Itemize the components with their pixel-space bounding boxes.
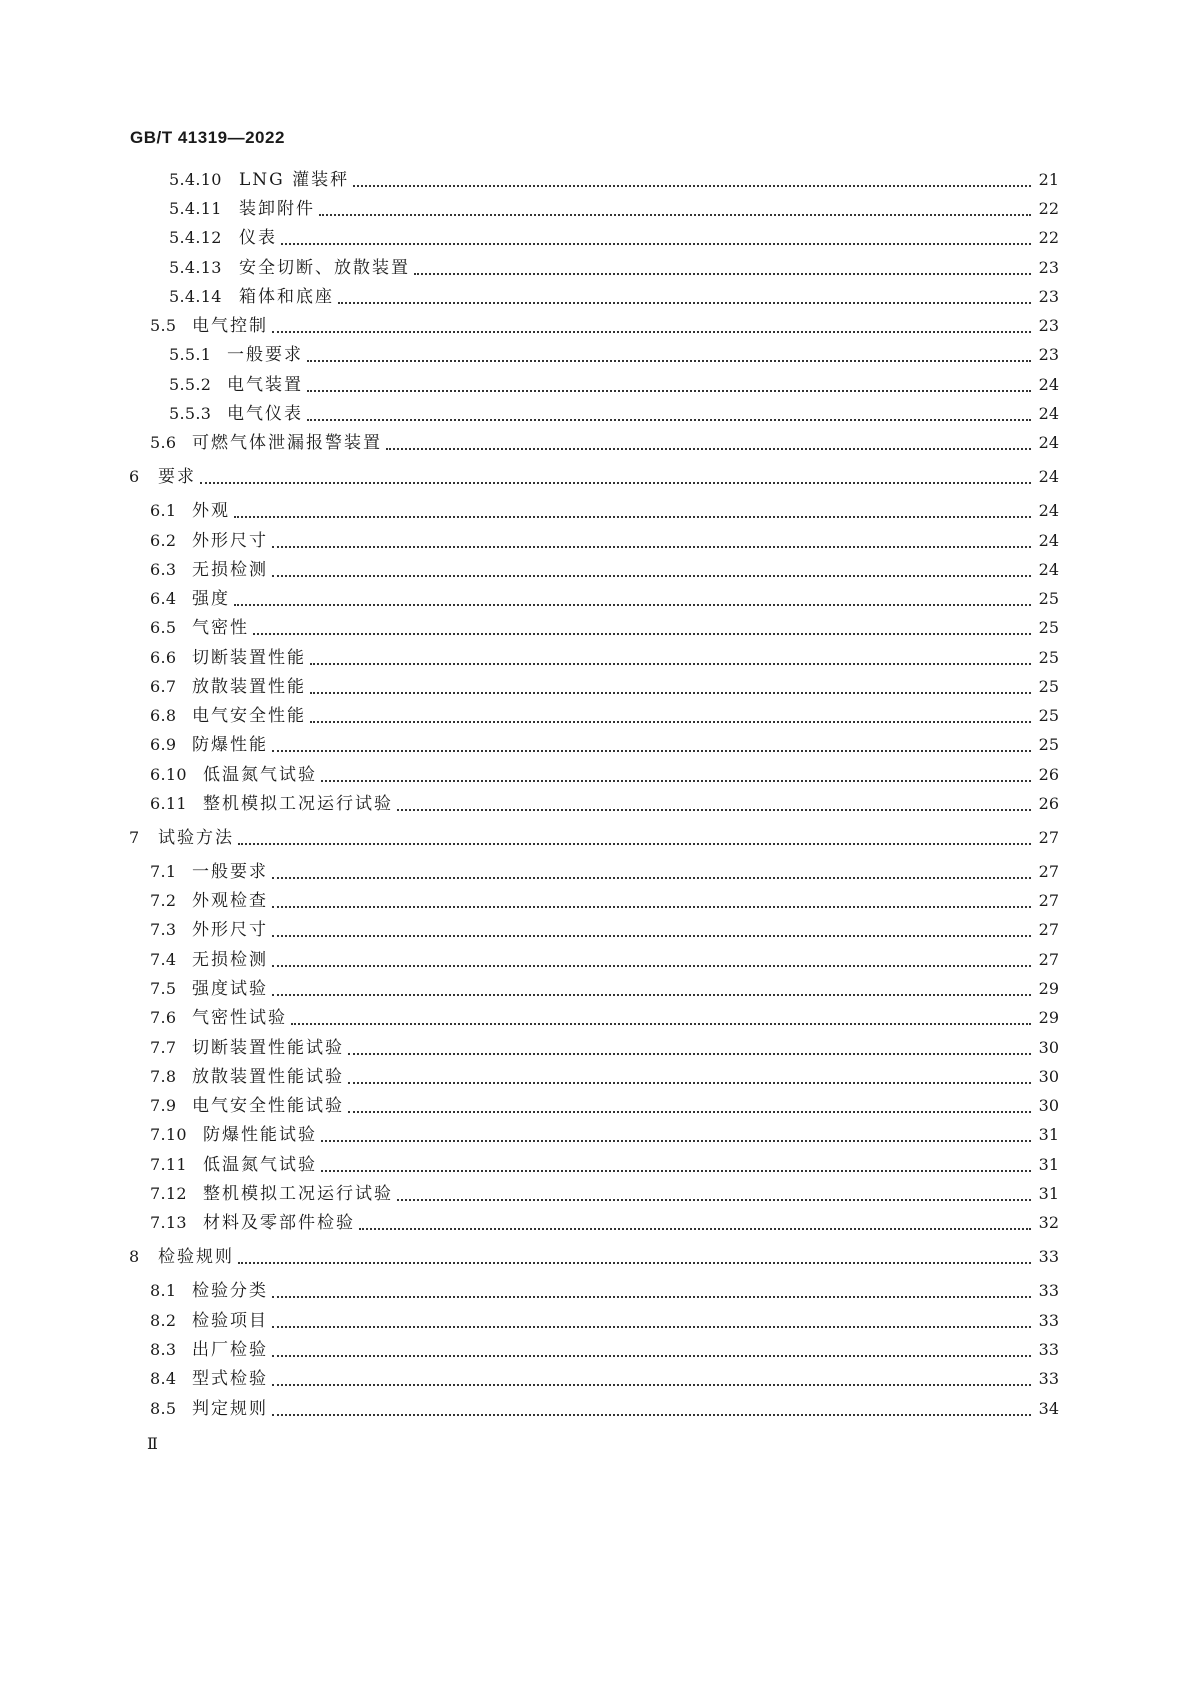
toc-entry-page: 34 — [1038, 1399, 1059, 1418]
toc-entry[interactable] — [150, 763, 1059, 787]
toc-entry-page: 31 — [1038, 1125, 1059, 1144]
toc-dot-leader — [291, 1023, 1031, 1025]
toc-entry-number: 5.4.12 — [169, 228, 222, 247]
toc-entry-number: 8.2 — [150, 1311, 177, 1330]
toc-entry-title: 出厂检验 — [192, 1340, 268, 1360]
toc-dot-leader — [353, 185, 1031, 187]
toc-entry-number: 7.1 — [150, 862, 177, 881]
toc-entry-title: 电气安全性能 — [192, 706, 306, 726]
toc-dot-leader — [321, 780, 1031, 782]
toc-dot-leader — [272, 575, 1031, 577]
toc-entry-page: 24 — [1038, 531, 1059, 550]
toc-entry-page: 24 — [1038, 375, 1059, 394]
toc-entry[interactable] — [169, 197, 1059, 221]
toc-entry-page: 30 — [1038, 1038, 1059, 1057]
toc-entry-number: 5.5.2 — [169, 375, 212, 394]
toc-entry-number: 7.13 — [150, 1213, 187, 1232]
toc-entry-number: 7 — [129, 828, 140, 847]
toc-entry-title: 安全切断、放散装置 — [239, 258, 410, 278]
toc-entry-title: 试验方法 — [158, 828, 234, 848]
toc-entry-number: 7.3 — [150, 920, 177, 939]
toc-entry-title: 低温氮气试验 — [203, 765, 317, 785]
toc-entry-title: 放散装置性能试验 — [192, 1067, 344, 1087]
toc-entry[interactable] — [150, 314, 1059, 338]
toc-entry-title: 装卸附件 — [239, 199, 315, 219]
toc-entry[interactable] — [169, 285, 1059, 309]
toc-entry-number: 7.11 — [150, 1155, 187, 1174]
toc-entry[interactable] — [150, 1309, 1059, 1333]
toc-entry[interactable] — [150, 860, 1059, 884]
toc-entry-title: 检验项目 — [192, 1311, 268, 1331]
toc-dot-leader — [281, 243, 1031, 245]
toc-dot-leader — [272, 331, 1031, 333]
toc-entry-title: 切断装置性能 — [192, 648, 306, 668]
toc-entry[interactable] — [150, 1182, 1059, 1206]
toc-dot-leader — [397, 809, 1031, 811]
toc-entry[interactable] — [150, 1367, 1059, 1391]
toc-dot-leader — [321, 1140, 1031, 1142]
toc-entry[interactable] — [150, 1153, 1059, 1177]
toc-entry-page: 25 — [1038, 648, 1059, 667]
toc-entry-page: 26 — [1038, 765, 1059, 784]
toc-entry-number: 5.4.10 — [169, 170, 222, 189]
toc-dot-leader — [359, 1228, 1031, 1230]
toc-entry-page: 23 — [1038, 345, 1059, 364]
toc-entry-number: 7.9 — [150, 1096, 177, 1115]
toc-entry-number: 6.7 — [150, 677, 177, 696]
toc-entry-page: 24 — [1038, 404, 1059, 423]
toc-entry-title: 整机模拟工况运行试验 — [203, 794, 393, 814]
toc-entry-page: 33 — [1038, 1340, 1059, 1359]
toc-entry-title: 外形尺寸 — [192, 920, 268, 940]
toc-entry-number: 7.5 — [150, 979, 177, 998]
toc-entry-page: 25 — [1038, 589, 1059, 608]
toc-dot-leader — [319, 214, 1031, 216]
toc-dot-leader — [272, 877, 1031, 879]
toc-dot-leader — [397, 1199, 1031, 1201]
toc-entry-page: 31 — [1038, 1155, 1059, 1174]
toc-dot-leader — [238, 843, 1031, 845]
toc-dot-leader — [348, 1111, 1031, 1113]
toc-entry-number: 8.1 — [150, 1281, 177, 1300]
toc-entry-page: 26 — [1038, 794, 1059, 813]
toc-entry[interactable] — [150, 499, 1059, 523]
toc-entry-page: 27 — [1038, 950, 1059, 969]
toc-entry-page: 22 — [1038, 199, 1059, 218]
toc-entry[interactable] — [150, 1006, 1059, 1030]
toc-entry-title: 电气仪表 — [227, 404, 303, 424]
toc-dot-leader — [272, 935, 1031, 937]
toc-entry-number: 6.1 — [150, 501, 177, 520]
toc-dot-leader — [272, 1355, 1031, 1357]
toc-entry-page: 23 — [1038, 258, 1059, 277]
toc-entry-page: 33 — [1038, 1247, 1059, 1266]
toc-dot-leader — [234, 604, 1031, 606]
toc-entry[interactable] — [150, 616, 1059, 640]
toc-entry[interactable] — [150, 948, 1059, 972]
toc-entry-page: 30 — [1038, 1096, 1059, 1115]
toc-entry-number: 7.7 — [150, 1038, 177, 1057]
toc-entry-title: 一般要求 — [192, 862, 268, 882]
toc-dot-leader — [238, 1262, 1031, 1264]
toc-dot-leader — [386, 448, 1031, 450]
toc-entry-page: 25 — [1038, 706, 1059, 725]
toc-entry-page: 27 — [1038, 920, 1059, 939]
toc-entry-page: 24 — [1038, 560, 1059, 579]
toc-entry-title: 一般要求 — [227, 345, 303, 365]
toc-entry-title: 无损检测 — [192, 560, 268, 580]
toc-entry-number: 7.6 — [150, 1008, 177, 1027]
toc-entry-title: 型式检验 — [192, 1369, 268, 1389]
toc-entry-title: 电气控制 — [192, 316, 268, 336]
toc-entry-title: 外形尺寸 — [192, 531, 268, 551]
toc-entry-page: 30 — [1038, 1067, 1059, 1086]
toc-dot-leader — [307, 419, 1031, 421]
toc-entry[interactable] — [150, 1397, 1059, 1421]
toc-entry-number: 5.5 — [150, 316, 177, 335]
toc-entry[interactable] — [150, 977, 1059, 1001]
toc-entry-title: 无损检测 — [192, 950, 268, 970]
toc-dot-leader — [272, 1296, 1031, 1298]
toc-entry-page: 22 — [1038, 228, 1059, 247]
toc-entry-title: 切断装置性能试验 — [192, 1038, 344, 1058]
toc-entry[interactable] — [129, 465, 1059, 489]
toc-entry-page: 33 — [1038, 1369, 1059, 1388]
toc-entry-number: 6.4 — [150, 589, 177, 608]
toc-entry[interactable] — [150, 646, 1059, 670]
toc-entry[interactable] — [150, 1211, 1059, 1235]
toc-entry-title: 强度试验 — [192, 979, 268, 999]
toc-entry-number: 6.8 — [150, 706, 177, 725]
toc-entry-title: 外观 — [192, 501, 230, 521]
toc-entry-number: 8.3 — [150, 1340, 177, 1359]
toc-entry[interactable] — [150, 1094, 1059, 1118]
toc-entry-title: 仪表 — [239, 228, 277, 248]
toc-entry-number: 6.2 — [150, 531, 177, 550]
toc-entry[interactable] — [169, 226, 1059, 250]
toc-entry-title: 可燃气体泄漏报警装置 — [192, 433, 382, 453]
toc-entry[interactable] — [169, 168, 1059, 192]
toc-entry-page: 33 — [1038, 1281, 1059, 1300]
toc-entry-number: 6.5 — [150, 618, 177, 637]
toc-entry-title: 强度 — [192, 589, 230, 609]
toc-entry-number: 8.4 — [150, 1369, 177, 1388]
toc-entry-number: 6.9 — [150, 735, 177, 754]
toc-entry[interactable] — [150, 1338, 1059, 1362]
toc-entry-number: 7.4 — [150, 950, 177, 969]
toc-entry-title: 整机模拟工况运行试验 — [203, 1184, 393, 1204]
toc-entry-page: 29 — [1038, 979, 1059, 998]
toc-dot-leader — [272, 1414, 1031, 1416]
toc-entry-title: 箱体和底座 — [239, 287, 334, 307]
toc-dot-leader — [338, 302, 1031, 304]
toc-entry-number: 7.10 — [150, 1125, 187, 1144]
toc-entry-title: 外观检查 — [192, 891, 268, 911]
toc-entry-number: 7.8 — [150, 1067, 177, 1086]
toc-entry-title: 电气装置 — [227, 375, 303, 395]
toc-entry-page: 27 — [1038, 891, 1059, 910]
toc-entry-page: 23 — [1038, 316, 1059, 335]
toc-entry-number: 6 — [129, 467, 140, 486]
toc-entry-page: 24 — [1038, 501, 1059, 520]
toc-entry[interactable] — [150, 587, 1059, 611]
toc-entry[interactable] — [169, 256, 1059, 280]
toc-entry[interactable] — [150, 733, 1059, 757]
toc-entry-title: 要求 — [158, 467, 196, 487]
toc-entry[interactable] — [150, 431, 1059, 455]
toc-entry[interactable] — [150, 918, 1059, 942]
toc-dot-leader — [348, 1082, 1031, 1084]
toc-entry-page: 23 — [1038, 287, 1059, 306]
toc-entry-title: 电气安全性能试验 — [192, 1096, 344, 1116]
toc-entry-page: 24 — [1038, 433, 1059, 452]
toc-entry-number: 7.2 — [150, 891, 177, 910]
toc-entry-number: 5.6 — [150, 433, 177, 452]
toc-dot-leader — [414, 273, 1031, 275]
toc-entry-page: 29 — [1038, 1008, 1059, 1027]
toc-entry-number: 6.11 — [150, 794, 187, 813]
toc-entry-title: 材料及零部件检验 — [203, 1213, 355, 1233]
toc-entry[interactable] — [150, 792, 1059, 816]
toc-dot-leader — [272, 750, 1031, 752]
toc-entry[interactable] — [169, 343, 1059, 367]
toc-dot-leader — [272, 965, 1031, 967]
toc-entry[interactable] — [150, 1279, 1059, 1303]
toc-dot-leader — [310, 692, 1031, 694]
toc-dot-leader — [307, 390, 1031, 392]
toc-entry-number: 8 — [129, 1247, 140, 1266]
toc-entry-page: 25 — [1038, 677, 1059, 696]
toc-entry-number: 5.5.1 — [169, 345, 212, 364]
toc-entry-number: 5.4.14 — [169, 287, 222, 306]
toc-entry-title: 低温氮气试验 — [203, 1155, 317, 1175]
toc-entry-number: 8.5 — [150, 1399, 177, 1418]
toc-entry[interactable] — [150, 529, 1059, 553]
toc-dot-leader — [310, 721, 1031, 723]
toc-dot-leader — [307, 360, 1031, 362]
toc-dot-leader — [272, 546, 1031, 548]
toc-entry-page: 27 — [1038, 828, 1059, 847]
toc-entry[interactable] — [150, 889, 1059, 913]
toc-entry-number: 5.4.13 — [169, 258, 222, 277]
toc-dot-leader — [321, 1170, 1031, 1172]
toc-entry[interactable] — [129, 826, 1059, 850]
toc-entry[interactable] — [150, 1065, 1059, 1089]
toc-entry-title: 判定规则 — [192, 1399, 268, 1419]
toc-entry-page: 27 — [1038, 862, 1059, 881]
toc-entry-page: 33 — [1038, 1311, 1059, 1330]
toc-dot-leader — [234, 516, 1031, 518]
toc-entry-number: 5.4.11 — [169, 199, 222, 218]
toc-entry-title: 检验分类 — [192, 1281, 268, 1301]
toc-entry-title: 放散装置性能 — [192, 677, 306, 697]
toc-entry-page: 32 — [1038, 1213, 1059, 1232]
toc-entry[interactable] — [150, 1123, 1059, 1147]
toc-entry[interactable] — [169, 373, 1059, 397]
toc-dot-leader — [272, 994, 1031, 996]
toc-entry-number: 6.10 — [150, 765, 187, 784]
toc-entry-number: 6.6 — [150, 648, 177, 667]
toc-entry-title: LNG 灌装秤 — [239, 170, 350, 190]
toc-entry-page: 21 — [1038, 170, 1059, 189]
toc-entry[interactable] — [129, 1245, 1059, 1269]
toc-entry-page: 24 — [1038, 467, 1059, 486]
toc-dot-leader — [310, 663, 1031, 665]
toc-entry[interactable] — [150, 558, 1059, 582]
page-number: Ⅱ — [147, 1434, 158, 1453]
toc-dot-leader — [272, 1384, 1031, 1386]
toc-dot-leader — [253, 633, 1031, 635]
toc-entry[interactable] — [150, 704, 1059, 728]
toc-entry[interactable] — [169, 402, 1059, 426]
toc-entry-title: 防爆性能 — [192, 735, 268, 755]
document-code: GB/T 41319—2022 — [130, 128, 285, 147]
toc-entry-title: 防爆性能试验 — [203, 1125, 317, 1145]
toc-entry[interactable] — [150, 675, 1059, 699]
toc-entry-title: 气密性试验 — [192, 1008, 287, 1028]
toc-entry-number: 5.5.3 — [169, 404, 212, 423]
toc-entry-title: 气密性 — [192, 618, 249, 638]
toc-entry-page: 25 — [1038, 618, 1059, 637]
toc-entry-title: 检验规则 — [158, 1247, 234, 1267]
toc-entry-page: 25 — [1038, 735, 1059, 754]
toc-dot-leader — [348, 1053, 1031, 1055]
toc-dot-leader — [200, 482, 1031, 484]
toc-dot-leader — [272, 1326, 1031, 1328]
toc-entry-number: 7.12 — [150, 1184, 187, 1203]
toc-entry-page: 31 — [1038, 1184, 1059, 1203]
toc-dot-leader — [272, 906, 1031, 908]
toc-entry[interactable] — [150, 1036, 1059, 1060]
toc-entry-number: 6.3 — [150, 560, 177, 579]
